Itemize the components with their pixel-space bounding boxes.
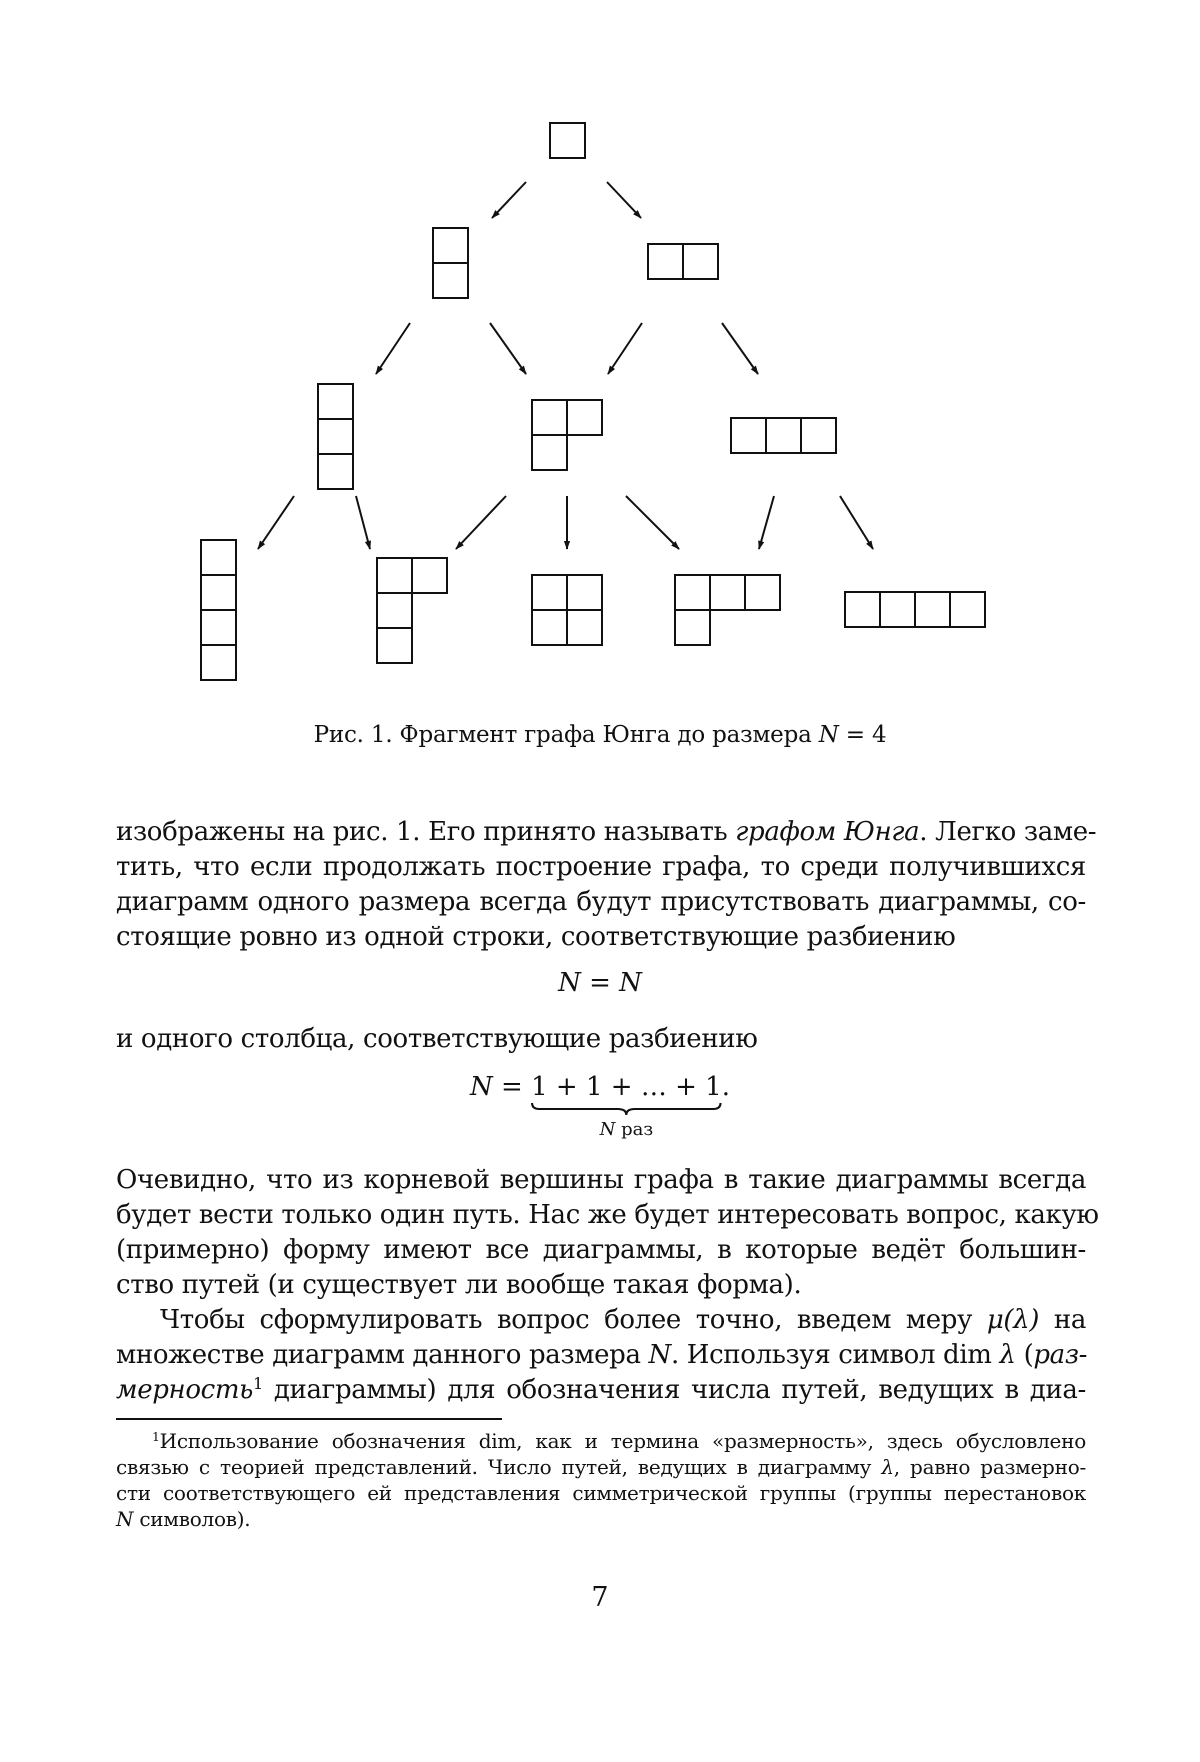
graph-arrow: [626, 496, 679, 549]
diagram-cell: [377, 628, 412, 663]
paragraph-4-line-3: [116, 1373, 1086, 1408]
paragraph-4-line-1: [116, 1303, 1086, 1338]
diagram-cell: [801, 418, 836, 453]
paragraph-3: [116, 1163, 1099, 1303]
diagram-cell: [731, 418, 766, 453]
term-young-graph: графом Юнга: [735, 817, 920, 847]
diagram-cell: [433, 228, 468, 263]
formula-rhs: N: [619, 968, 642, 998]
diagram-cell: [318, 419, 353, 454]
footnote-mark: 1: [152, 1429, 160, 1445]
young-diagram: [731, 418, 836, 453]
young-diagram: [201, 540, 236, 680]
underbrace: [531, 1102, 722, 1116]
young-diagram: [550, 123, 585, 158]
diagram-cell: [950, 592, 985, 627]
text-run: . Легко заме-: [919, 817, 1097, 847]
paragraph-3-line-4: ство путей (и существует ли вообще такая форма).: [116, 1270, 802, 1300]
term-dimension-part-1: раз-: [1033, 1340, 1088, 1370]
text-run: изображены на рис. 1. Его принято называть: [116, 817, 736, 847]
diagram-cell: [648, 244, 683, 279]
graph-arrows: [258, 182, 873, 549]
graph-arrow: [456, 496, 506, 549]
diagram-cell: [845, 592, 880, 627]
text-run: множестве диаграмм данного размера: [116, 1340, 649, 1370]
diagram-cell: [318, 384, 353, 419]
graph-arrow: [722, 323, 758, 374]
diagram-cell: [567, 400, 602, 435]
paragraph-1-line-3: диаграмм одного размера всегда будут присутствовать диаграммы, со-: [116, 887, 1086, 917]
variable-n: N: [116, 1507, 134, 1531]
formula-one-column: [0, 1072, 1200, 1140]
young-diagram: [532, 575, 602, 645]
underbrace-label: [531, 1119, 722, 1140]
diagram-cell: [532, 610, 567, 645]
paragraph-3-line-3: (примерно) форму имеют все диаграммы, в которые ведёт большин-: [116, 1235, 1086, 1265]
diagram-cell: [201, 575, 236, 610]
young-diagram: [675, 575, 780, 645]
formula-lhs: N: [558, 968, 581, 998]
figure-caption: [0, 722, 1200, 748]
diagram-cell: [433, 263, 468, 298]
graph-arrow: [492, 182, 526, 218]
text-run: . Используя символ dim: [670, 1340, 1000, 1370]
formula-equals: =: [580, 968, 620, 998]
young-diagram: [377, 558, 447, 663]
diagram-cell: [880, 592, 915, 627]
diagram-cell: [532, 575, 567, 610]
graph-arrow: [258, 496, 294, 549]
graph-arrow: [376, 323, 410, 374]
text-run: на: [1039, 1305, 1087, 1335]
caption-variable: N: [818, 722, 839, 748]
caption-suffix: = 4: [838, 722, 887, 748]
paragraph-1-line-1: [116, 815, 1097, 850]
graph-arrow: [759, 496, 774, 549]
paragraph-2-line-1: и одного столбца, соответствующие разбиению: [116, 1024, 758, 1054]
graph-arrow: [608, 323, 642, 374]
paragraph-2: [116, 1022, 1086, 1057]
lambda-symbol: λ: [999, 1340, 1016, 1370]
brace-variable: N: [599, 1119, 616, 1140]
text-run: , равно размерно-: [893, 1455, 1086, 1479]
diagram-cell: [745, 575, 780, 610]
footnote-line-1: [116, 1428, 1086, 1454]
diagram-cell: [675, 610, 710, 645]
footnote-rule: [116, 1418, 502, 1420]
young-diagram: [648, 244, 718, 279]
term-dimension-part-2: мерность: [116, 1375, 253, 1405]
brace-word: раз: [615, 1119, 654, 1140]
diagram-cell: [915, 592, 950, 627]
diagram-cell: [567, 610, 602, 645]
lambda-symbol: λ: [881, 1455, 894, 1479]
diagram-cell: [710, 575, 745, 610]
diagram-cell: [532, 400, 567, 435]
formula-sum: 1 + 1 + … + 1: [531, 1072, 722, 1102]
diagram-cell: [201, 610, 236, 645]
graph-arrow: [607, 182, 641, 218]
young-diagram: [845, 592, 985, 627]
page-number: 7: [591, 1582, 609, 1613]
young-diagram: [532, 400, 602, 470]
caption-prefix: Рис. 1. Фрагмент графа Юнга до размера: [313, 722, 819, 748]
graph-arrow: [356, 496, 370, 549]
paragraph-3-line-1: Очевидно, что из корневой вершины графа в такие диаграммы всегда: [116, 1165, 1086, 1195]
formula-period: .: [721, 1072, 730, 1102]
diagram-cell: [377, 593, 412, 628]
young-diagram: [318, 384, 353, 489]
paragraph-1-line-2: тить, что если продолжать построение графа, то среди получившихся: [116, 852, 1086, 882]
diagram-cell: [766, 418, 801, 453]
paragraph-4: [116, 1303, 1086, 1408]
footnote-line-2: [116, 1454, 1086, 1480]
diagram-cell: [675, 575, 710, 610]
diagram-cell: [318, 454, 353, 489]
formula-lhs: N: [470, 1072, 493, 1102]
text-run: символов).: [133, 1507, 251, 1531]
diagram-cell: [567, 575, 602, 610]
variable-n: N: [648, 1340, 671, 1370]
formula-equals: =: [492, 1072, 532, 1102]
footnote: [116, 1428, 1086, 1532]
measure-symbol: μ(λ): [986, 1305, 1040, 1335]
paragraph-3-line-2: будет вести только один путь. Нас же будет интересовать вопрос, какую: [116, 1200, 1099, 1230]
text-run: (: [1015, 1340, 1034, 1370]
young-diagram: [433, 228, 468, 298]
diagram-cell: [377, 558, 412, 593]
diagram-cell: [550, 123, 585, 158]
paragraph-4-line-2: [116, 1338, 1086, 1373]
paragraph-1: [116, 815, 1097, 955]
diagram-cell: [201, 645, 236, 680]
diagram-cell: [412, 558, 447, 593]
graph-arrow: [490, 323, 526, 374]
formula-one-row: [0, 968, 1200, 998]
text-run: Использование обозначения dim, как и термина «размерность», здесь обусловлено: [159, 1429, 1086, 1453]
graph-arrow: [840, 496, 873, 549]
footnote-line-3: сти соответствующего ей представления симметрической группы (группы перестановок: [116, 1481, 1086, 1505]
paragraph-1-line-4: стоящие ровно из одной строки, соответствующие разбиению: [116, 922, 956, 952]
young-graph-figure: [0, 0, 1200, 720]
diagram-cell: [532, 435, 567, 470]
footnote-reference[interactable]: 1: [252, 1374, 263, 1394]
footnote-line-4: [116, 1506, 1086, 1532]
text-run: связью с теорией представлений. Число путей, ведущих в диаграмму: [116, 1455, 882, 1479]
text-run: диаграммы) для обозначения числа путей, ведущих в диа-: [262, 1375, 1086, 1405]
diagram-cell: [201, 540, 236, 575]
diagram-cell: [683, 244, 718, 279]
young-diagrams: [201, 123, 985, 680]
text-run: Чтобы сформулировать вопрос более точно, введем меру: [160, 1305, 987, 1335]
